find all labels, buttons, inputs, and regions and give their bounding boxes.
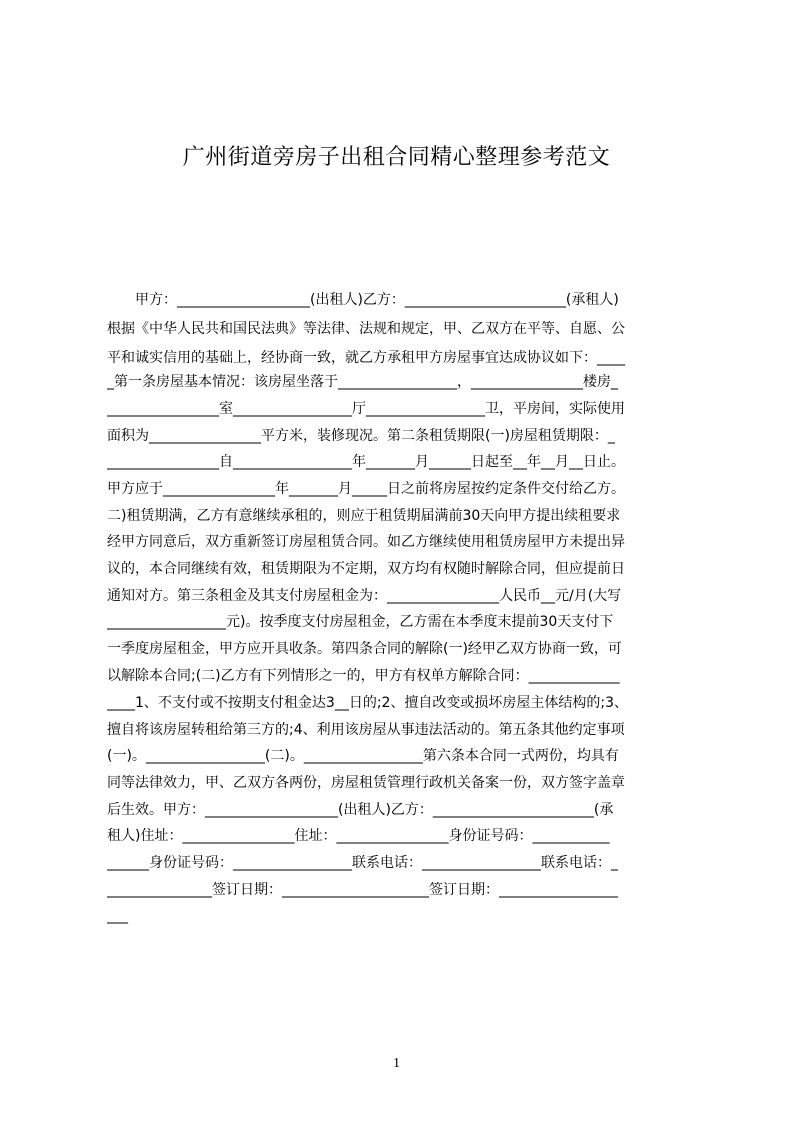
body-line: _________________元)。按季度支付房屋租金，乙方需在本季度末提前30天支付下 (107, 614, 614, 630)
body-line: 甲方：___________________(出租人)乙方：_______________________(承租人) (107, 292, 619, 308)
body-line: (一)。_________________(二)。_________________第六条本合同一式两份，均具有 (107, 748, 619, 764)
body-line: 后生效。甲方：___________________(出租人)乙方：_______________________(承 (107, 802, 614, 818)
body-line: 平和诚实信用的基础上，经协商一致，就乙方承租甲方房屋事宜达成协议如下：____ (107, 350, 625, 366)
body-line: 经甲方同意后，双方重新签订房屋租赁合同。如乙方继续使用租赁房屋甲方未提出异 (107, 534, 625, 550)
body-line: 甲方应于________________年_______月_____日之前将房屋按约定条件交付给乙方。 (107, 481, 625, 497)
body-line: _第一条房屋基本情况：该房屋坐落于_________________，________________楼房_ (107, 374, 618, 390)
body-line: 通知对方。第三条租金及其支付房屋租金为：________________人民币__元/月(大写 (107, 588, 622, 604)
body-line: ________________室_________________厅_________________卫，平房间，实际使用 (107, 401, 625, 417)
body-line: 根据《中华人民共和国民法典》等法律、法规和规定，甲、乙双方在平等、自愿、公 (107, 321, 625, 337)
body-line: 同等法律效力，甲、乙双方各两份，房屋租赁管理行政机关备案一份，双方签字盖章 (107, 775, 625, 791)
body-line: 议的，本合同继续有效，租赁期限为不定期，双方均有权随时解除合同，但应提前日 (107, 561, 625, 577)
body-line: ______身份证号码：_________________联系电话：_________________联系电话：_ (107, 855, 618, 871)
body-line: ________________自_________________年_______月______日起至__年__月__日止。 (107, 454, 625, 470)
document-title: 广州街道旁房子出租合同精心整理参考范文 (182, 145, 611, 170)
body-line: 租人)住址：________________住址：________________身份证号码：___________ (107, 828, 610, 844)
page-number: 1 (393, 1056, 400, 1071)
body-line: ____1、不支付或不按期支付租金达3__日的;2、擅自改变或损坏房屋主体结构的;3、 (107, 695, 629, 711)
body-line: 二)租赁期满，乙方有意继续承租的，则应于租赁期届满前30天向甲方提出续租要求 (107, 508, 621, 524)
body-line: ___ (107, 908, 128, 924)
body-line: 面积为________________平方米，装修现况。第二条租赁期限(一)房屋租赁期限：_ (107, 428, 615, 444)
contract-body (107, 287, 697, 927)
body-line: 一季度房屋租金，甲方应开具收条。第四条合同的解除(一)经甲乙双方协商一致，可 (107, 641, 622, 657)
body-line: 擅自将该房屋转租给第三方的;4、利用该房屋从事违法活动的。第五条其他约定事项 (107, 722, 625, 738)
body-line: _______________签订日期：_____________________签订日期：_________________ (107, 882, 618, 898)
body-line: 以解除本合同;(二)乙方有下列情形之一的，甲方有权单方解除合同：_____________ (107, 668, 620, 684)
